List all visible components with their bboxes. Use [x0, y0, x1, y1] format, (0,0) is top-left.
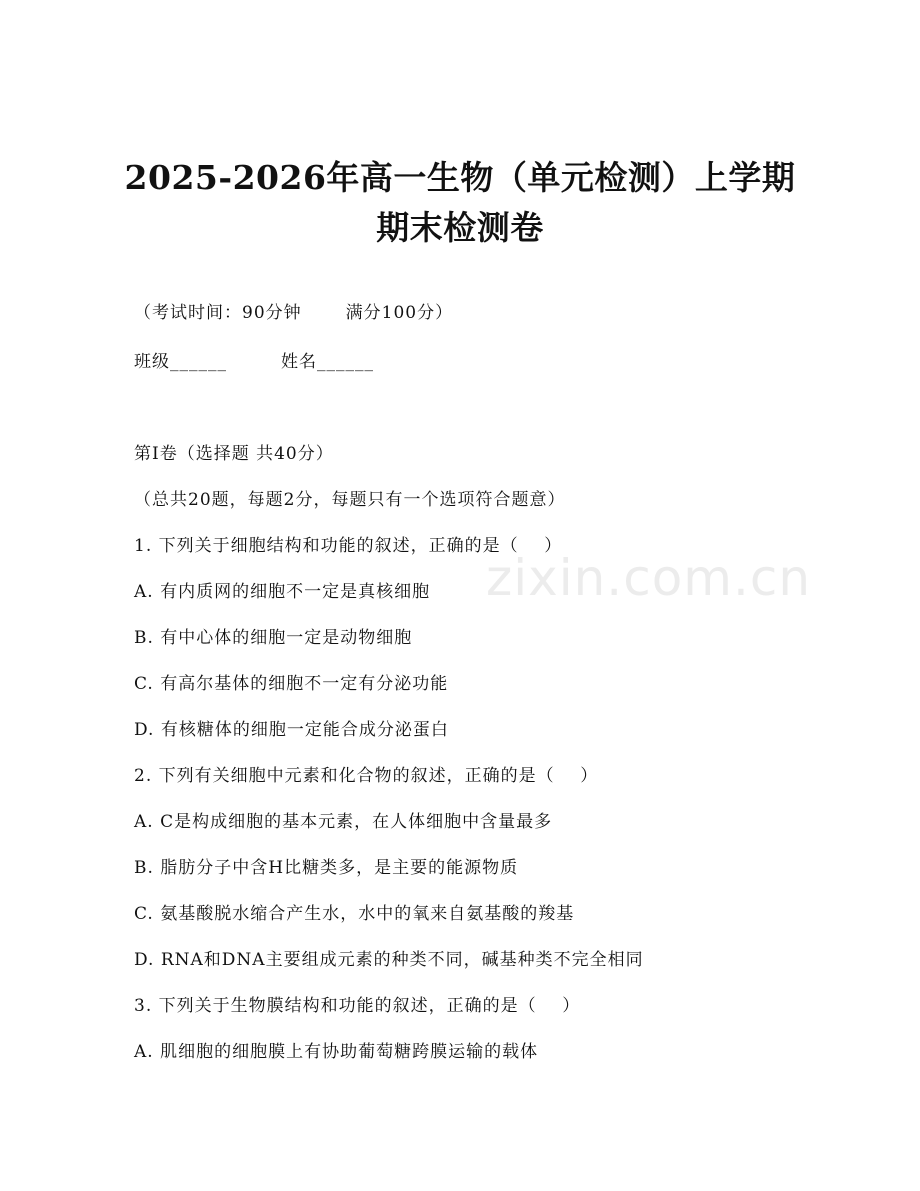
exam-score: 满分100分）: [345, 303, 454, 323]
question-1-option-b: B. 有中心体的细胞一定是动物细胞: [134, 628, 413, 648]
class-field: 班级______: [134, 352, 227, 372]
question-3-stem: 3. 下列关于生物膜结构和功能的叙述，正确的是（ ）: [134, 996, 581, 1016]
name-field: 姓名______: [281, 352, 374, 372]
section-instructions: （总共20题，每题2分，每题只有一个选项符合题意）: [134, 490, 566, 510]
page-title-line1: 2025-2026年高一生物（单元检测）上学期: [124, 158, 796, 197]
question-2-stem: 2. 下列有关细胞中元素和化合物的叙述，正确的是（ ）: [134, 766, 599, 786]
watermark: zixin.com.cn: [486, 549, 812, 607]
question-3-option-a: A. 肌细胞的细胞膜上有协助葡萄糖跨膜运输的载体: [134, 1042, 539, 1062]
question-2-option-c: C. 氨基酸脱水缩合产生水，水中的氧来自氨基酸的羧基: [134, 904, 575, 924]
exam-info: [134, 302, 453, 324]
question-1-option-a: A. 有内质网的细胞不一定是真核细胞: [134, 582, 431, 602]
exam-time: （考试时间：90分钟: [134, 303, 302, 323]
question-1-option-d: D. 有核糖体的细胞一定能合成分泌蛋白: [134, 720, 449, 740]
question-1-option-c: C. 有高尔基体的细胞不一定有分泌功能: [134, 674, 449, 694]
question-2-option-a: A. C是构成细胞的基本元素，在人体细胞中含量最多: [134, 812, 553, 832]
question-2-option-b: B. 脂肪分子中含H比糖类多，是主要的能源物质: [134, 858, 519, 878]
question-1-stem: 1. 下列关于细胞结构和功能的叙述，正确的是（ ）: [134, 536, 563, 556]
section-heading: 第I卷（选择题 共40分）: [134, 444, 334, 464]
student-fields: [134, 351, 374, 373]
question-2-option-d: D. RNA和DNA主要组成元素的种类不同，碱基种类不完全相同: [134, 950, 644, 970]
page-title-line2: 期末检测卷: [376, 208, 544, 247]
